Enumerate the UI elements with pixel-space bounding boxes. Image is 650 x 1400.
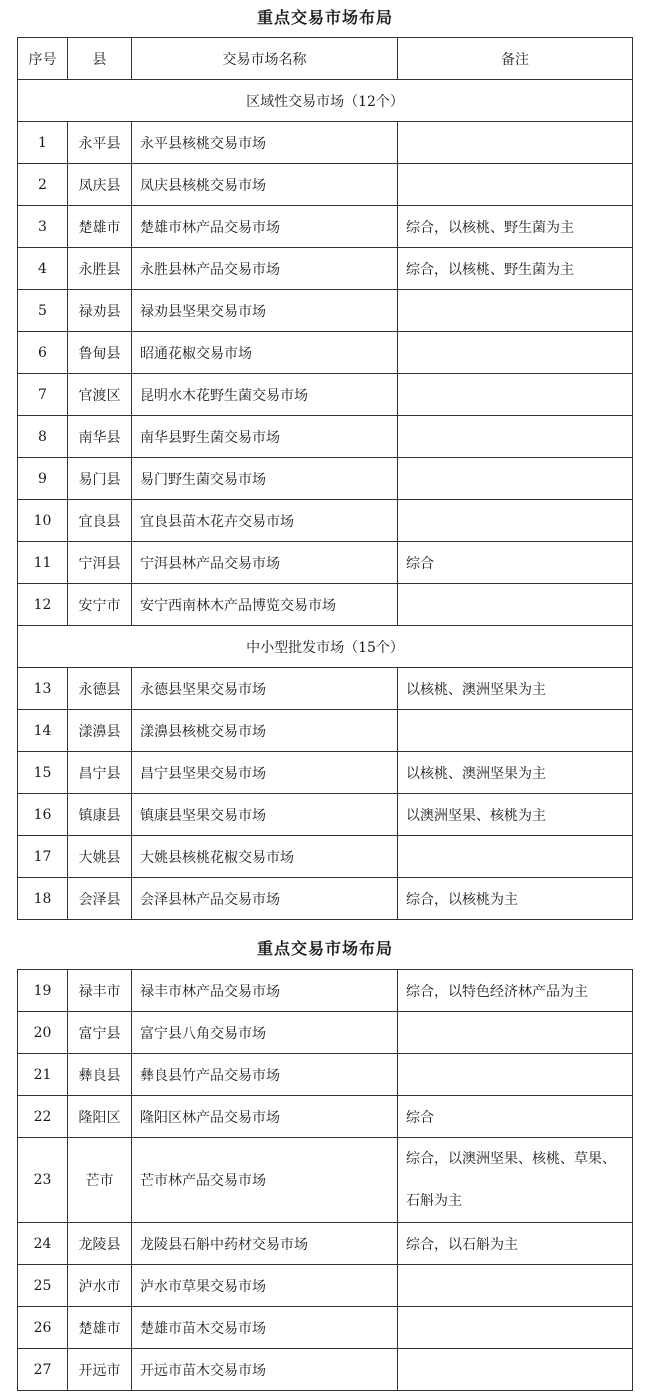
county-cell: 楚雄市 (68, 1307, 132, 1349)
market-name-cell: 永德县坚果交易市场 (132, 668, 398, 710)
market-name-cell: 安宁西南林木产品博览交易市场 (132, 584, 398, 626)
county-cell: 禄劝县 (68, 290, 132, 332)
row-number: 11 (18, 542, 68, 584)
page-title-repeat: 重点交易市场布局 (256, 939, 393, 958)
county-cell: 富宁县 (68, 1012, 132, 1054)
row-number: 9 (18, 458, 68, 500)
note-cell: 以核桃、澳洲坚果为主 (398, 752, 633, 794)
table-row (18, 374, 633, 416)
row-number: 3 (18, 206, 68, 248)
note-cell: 以核桃、澳洲坚果为主 (398, 668, 633, 710)
table-body (18, 122, 633, 626)
note-cell (398, 1012, 633, 1054)
market-name-cell: 镇康县坚果交易市场 (132, 794, 398, 836)
county-cell: 永胜县 (68, 248, 132, 290)
market-name-cell: 南华县野生菌交易市场 (132, 416, 398, 458)
table-row (18, 1307, 633, 1349)
note-cell (398, 584, 633, 626)
market-name-cell: 禄劝县坚果交易市场 (132, 290, 398, 332)
row-number: 26 (18, 1307, 68, 1349)
note-cell (398, 122, 633, 164)
market-name-cell: 昆明水木花野生菌交易市场 (132, 374, 398, 416)
note-cell: 综合 (398, 1096, 633, 1138)
market-name-cell: 永胜县林产品交易市场 (132, 248, 398, 290)
section-row (18, 80, 633, 122)
note-cell: 综合 (398, 542, 633, 584)
section-wholesale: 中小型批发市场（15个） (18, 626, 633, 668)
market-name-cell: 彝良县竹产品交易市场 (132, 1054, 398, 1096)
county-cell: 彝良县 (68, 1054, 132, 1096)
county-cell: 楚雄市 (68, 206, 132, 248)
county-cell: 开远市 (68, 1349, 132, 1391)
note-cell (398, 374, 633, 416)
table-row (18, 500, 633, 542)
county-cell: 镇康县 (68, 794, 132, 836)
header-market: 交易市场名称 (132, 38, 398, 80)
table-row (18, 458, 633, 500)
table-body (18, 970, 633, 1391)
market-name-cell: 隆阳区林产品交易市场 (132, 1096, 398, 1138)
header-row (18, 38, 633, 80)
row-number: 4 (18, 248, 68, 290)
row-number: 25 (18, 1265, 68, 1307)
table-row (18, 1096, 633, 1138)
county-cell: 南华县 (68, 416, 132, 458)
table-row (18, 290, 633, 332)
note-cell (398, 290, 633, 332)
county-cell: 宜良县 (68, 500, 132, 542)
county-cell: 漾濞县 (68, 710, 132, 752)
market-name-cell: 昭通花椒交易市场 (132, 332, 398, 374)
market-name-cell: 永平县核桃交易市场 (132, 122, 398, 164)
table-row (18, 416, 633, 458)
county-cell: 芒市 (68, 1138, 132, 1223)
table-row (18, 794, 633, 836)
row-number: 22 (18, 1096, 68, 1138)
table-row (18, 122, 633, 164)
table-row (18, 248, 633, 290)
table-body (18, 668, 633, 920)
table-row (18, 1138, 633, 1223)
market-table-part-1 (17, 37, 633, 920)
note-cell: 综合，以核桃、野生菌为主 (398, 206, 633, 248)
table-row (18, 1265, 633, 1307)
market-name-cell: 昌宁县坚果交易市场 (132, 752, 398, 794)
county-cell: 官渡区 (68, 374, 132, 416)
row-number: 16 (18, 794, 68, 836)
row-number: 27 (18, 1349, 68, 1391)
note-cell: 综合，以石斛为主 (398, 1223, 633, 1265)
table-row (18, 206, 633, 248)
table-row (18, 542, 633, 584)
row-number: 6 (18, 332, 68, 374)
note-cell (398, 458, 633, 500)
row-number: 13 (18, 668, 68, 710)
market-name-cell: 凤庆县核桃交易市场 (132, 164, 398, 206)
table-row (18, 1012, 633, 1054)
row-number: 23 (18, 1138, 68, 1223)
county-cell: 凤庆县 (68, 164, 132, 206)
row-number: 15 (18, 752, 68, 794)
market-name-cell: 楚雄市苗木交易市场 (132, 1307, 398, 1349)
market-name-cell: 泸水市草果交易市场 (132, 1265, 398, 1307)
county-cell: 鲁甸县 (68, 332, 132, 374)
county-cell: 安宁市 (68, 584, 132, 626)
header-county: 县 (68, 38, 132, 80)
note-cell: 综合，以澳洲坚果、核桃、草果、石斛为主 (398, 1138, 633, 1223)
county-cell: 泸水市 (68, 1265, 132, 1307)
note-cell (398, 1307, 633, 1349)
row-number: 19 (18, 970, 68, 1012)
row-number: 8 (18, 416, 68, 458)
market-name-cell: 宁洱县林产品交易市场 (132, 542, 398, 584)
row-number: 21 (18, 1054, 68, 1096)
table-row (18, 332, 633, 374)
table-row (18, 1349, 633, 1391)
county-cell: 易门县 (68, 458, 132, 500)
market-name-cell: 开远市苗木交易市场 (132, 1349, 398, 1391)
county-cell: 永德县 (68, 668, 132, 710)
row-number: 18 (18, 878, 68, 920)
row-number: 17 (18, 836, 68, 878)
row-number: 12 (18, 584, 68, 626)
market-name-cell: 芒市林产品交易市场 (132, 1138, 398, 1223)
market-name-cell: 富宁县八角交易市场 (132, 1012, 398, 1054)
note-cell (398, 164, 633, 206)
row-number: 20 (18, 1012, 68, 1054)
county-cell: 宁洱县 (68, 542, 132, 584)
county-cell: 隆阳区 (68, 1096, 132, 1138)
page-title: 重点交易市场布局 (256, 8, 393, 27)
county-cell: 大姚县 (68, 836, 132, 878)
table-row (18, 584, 633, 626)
county-cell: 昌宁县 (68, 752, 132, 794)
market-name-cell: 宜良县苗木花卉交易市场 (132, 500, 398, 542)
market-name-cell: 会泽县林产品交易市场 (132, 878, 398, 920)
market-name-cell: 易门野生菌交易市场 (132, 458, 398, 500)
market-name-cell: 禄丰市林产品交易市场 (132, 970, 398, 1012)
table-row (18, 164, 633, 206)
row-number: 14 (18, 710, 68, 752)
note-cell (398, 836, 633, 878)
table-row (18, 668, 633, 710)
row-number: 5 (18, 290, 68, 332)
county-cell: 会泽县 (68, 878, 132, 920)
note-cell (398, 1265, 633, 1307)
header-num: 序号 (18, 38, 68, 80)
note-cell: 综合，以特色经济林产品为主 (398, 970, 633, 1012)
note-cell (398, 416, 633, 458)
county-cell: 禄丰市 (68, 970, 132, 1012)
table-row (18, 878, 633, 920)
row-number: 7 (18, 374, 68, 416)
note-cell (398, 500, 633, 542)
row-number: 10 (18, 500, 68, 542)
market-name-cell: 龙陵县石斛中药材交易市场 (132, 1223, 398, 1265)
row-number: 1 (18, 122, 68, 164)
note-cell (398, 710, 633, 752)
table-row (18, 1223, 633, 1265)
market-name-cell: 楚雄市林产品交易市场 (132, 206, 398, 248)
note-cell (398, 1054, 633, 1096)
table-row (18, 710, 633, 752)
market-name-cell: 大姚县核桃花椒交易市场 (132, 836, 398, 878)
county-cell: 龙陵县 (68, 1223, 132, 1265)
table-row (18, 1054, 633, 1096)
row-number: 2 (18, 164, 68, 206)
note-cell: 以澳洲坚果、核桃为主 (398, 794, 633, 836)
county-cell: 永平县 (68, 122, 132, 164)
market-table-part-2 (17, 969, 633, 1391)
section-row (18, 626, 633, 668)
header-note: 备注 (398, 38, 633, 80)
section-regional: 区域性交易市场（12个） (18, 80, 633, 122)
note-cell: 综合，以核桃、野生菌为主 (398, 248, 633, 290)
note-cell: 综合，以核桃为主 (398, 878, 633, 920)
table-row (18, 752, 633, 794)
row-number: 24 (18, 1223, 68, 1265)
note-cell (398, 1349, 633, 1391)
table-row (18, 836, 633, 878)
table-row (18, 970, 633, 1012)
market-name-cell: 漾濞县核桃交易市场 (132, 710, 398, 752)
note-cell (398, 332, 633, 374)
